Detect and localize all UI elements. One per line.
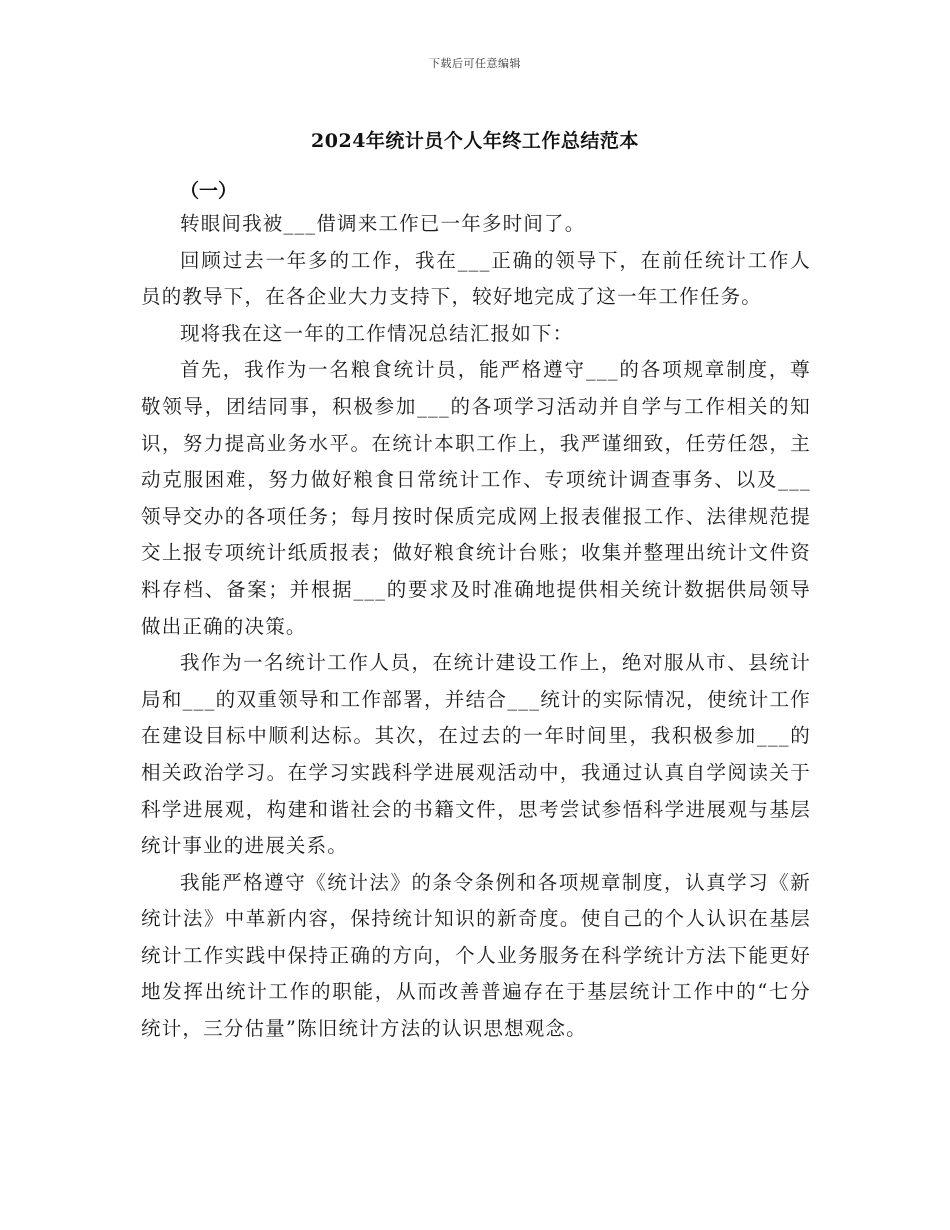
paragraph-6: 我能严格遵守《统计法》的条令条例和各项规章制度，认真学习《新统计法》中革新内容，保持统计知识的新奇度。使自己的个人认识在基层统计工作实践中保持正确的方向，个人业务服务在科学统计方法下能更好地发挥出统计工作的职能，从而改善普遍存在于基层统计工作中的“七分统计，三分估量”陈旧统计方法的认识思想观念。 [141,870,811,1041]
paragraph-5: 我作为一名统计工作人员，在统计建设工作上，绝对服从市、县统计局和___的双重领导和工作部署，并结合___统计的实际情况，使统计工作在建设目标中顺利达标。其次，在过去的一年时间里，我积极参加___的相关政治学习。在学习实践科学进展观活动中，我通过认真自学阅读关于科学进展观，构建和谐社会的书籍文件，思考尝试参悟科学进展观与基层统计事业的进展关系。 [141,651,811,858]
header-note: 下载后可任意编辑 [429,57,521,70]
paragraph-2: 回顾过去一年多的工作，我在___正确的领导下，在前任统计工作人员的教导下，在各企业大力支持下，较好地完成了这一年工作任务。 [141,248,811,309]
document-title: 2024年统计员个人年终工作总结范本 [311,130,639,152]
paragraph-1: 转眼间我被___借调来工作已一年多时间了。 [180,212,586,235]
paragraph-4: 首先，我作为一名粮食统计员，能严格遵守___的各项规章制度，尊敬领导，团结同事，积极参加___的各项学习活动并自学与工作相关的知识，努力提高业务水平。在统计本职工作上，我严谨细致，任劳任怨，主动克服困难，努力做好粮食日常统计工作、专项统计调查事务、以及___领导交办的各项任务；每月按时保质完成网上报表催报工作、法律规范提交上报专项统计纸质报表；做好粮食统计台账；收集并整理出统计文件资料存档、备案；并根据___的要求及时准确地提供相关统计数据供局领导做出正确的决策。 [141,358,811,638]
section-label: （一） [180,180,238,202]
document-body [141,206,811,1048]
paragraph-3: 现将我在这一年的工作情况总结汇报如下： [180,321,574,345]
